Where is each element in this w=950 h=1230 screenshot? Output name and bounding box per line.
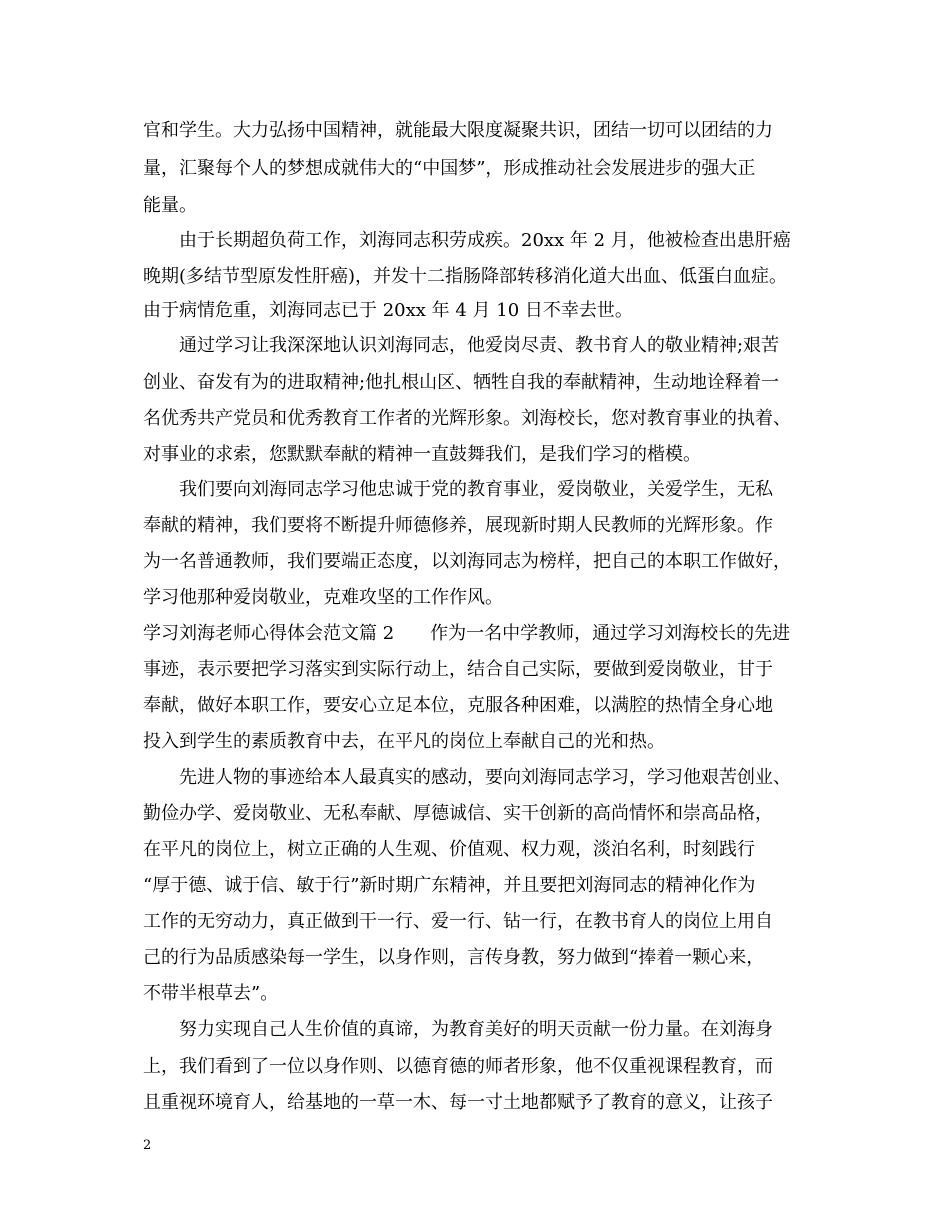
text-line: 不带半根草去”。 bbox=[143, 983, 279, 1004]
text-line: 对事业的求索，您默默奉献的精神一直鼓舞我们，是我们学习的楷模。 bbox=[143, 444, 701, 465]
text-line: 学习他那种爱岗敬业，克难攻坚的工作作风。 bbox=[143, 587, 503, 608]
text-line: 由于长期超负荷工作，刘海同志积劳成疾。20xx 年 2 月，他被检查出患肝癌 bbox=[179, 230, 791, 251]
text-line: 且重视环境育人，给基地的一草一木、每一寸土地都赋予了教育的意义，让孩子 bbox=[143, 1092, 773, 1113]
text-line: 事迹，表示要把学习落实到实际行动上，结合自己实际，要做到爱岗敬业，甘于 bbox=[143, 659, 773, 680]
text-line: 己的行为品质感染每一学生，以身作则，言传身教，努力做到“捧着一颗心来， bbox=[143, 947, 765, 968]
text-line: 通过学习让我深深地认识刘海同志，他爱岗尽责、教书育人的敬业精神;艰苦 bbox=[179, 335, 780, 356]
text-line: “厚于德、诚于信、敏于行”新时期广东精神，并且要把刘海同志的精神化作为 bbox=[143, 875, 756, 896]
section-heading-line: 学习刘海老师心得体会范文篇 2 作为一名中学教师，通过学习刘海校长的先进 bbox=[143, 623, 791, 644]
text-line: 晚期(多结节型原发性肝癌)，并发十二指肠降部转移消化道大出血、低蛋白血症。 bbox=[143, 266, 788, 287]
text-line: 投入到学生的素质教育中去，在平凡的岗位上奉献自己的光和热。 bbox=[143, 731, 665, 752]
text-line: 努力实现自己人生价值的真谛，为教育美好的明天贡献一份力量。在刘海身 bbox=[179, 1019, 773, 1040]
text-line: 工作的无穷动力，真正做到干一行、爱一行、钻一行，在教书育人的岗位上用自 bbox=[143, 911, 773, 932]
text-line: 能量。 bbox=[143, 195, 197, 216]
text-line: 创业、奋发有为的进取精神;他扎根山区、牺牲自我的奉献精神，生动地诠释着一 bbox=[143, 372, 780, 393]
text-line: 由于病情危重，刘海同志已于 20xx 年 4 月 10 日不幸去世。 bbox=[143, 300, 633, 321]
text-line: 量，汇聚每个人的梦想成就伟大的“中国梦”，形成推动社会发展进步的强大正 bbox=[143, 158, 756, 179]
text-line: 我们要向刘海同志学习他忠诚于党的教育事业，爱岗敬业，关爱学生，无私 bbox=[179, 479, 773, 500]
text-line: 勤俭办学、爱岗敬业、无私奉献、厚德诚信、实干创新的高尚情怀和崇高品格， bbox=[143, 803, 773, 824]
text-line: 名优秀共产党员和优秀教育工作者的光辉形象。刘海校长，您对教育事业的执着、 bbox=[143, 408, 791, 429]
text-line: 上，我们看到了一位以身作则、以德育德的师者形象，他不仅重视课程教育，而 bbox=[143, 1056, 773, 1077]
page-number: 2 bbox=[143, 1138, 152, 1153]
text-line: 奉献的精神，我们要将不断提升师德修养，展现新时期人民教师的光辉形象。作 bbox=[143, 515, 773, 536]
text-line: 为一名普通教师，我们要端正态度，以刘海同志为榜样，把自己的本职工作做好， bbox=[143, 551, 791, 572]
text-line: 奉献，做好本职工作，要安心立足本位，克服各种困难，以满腔的热情全身心地 bbox=[143, 695, 773, 716]
text-line: 在平凡的岗位上，树立正确的人生观、价值观、权力观，淡泊名利，时刻践行 bbox=[143, 839, 755, 860]
text-line: 先进人物的事迹给本人最真实的感动，要向刘海同志学习，学习他艰苦创业、 bbox=[179, 767, 791, 788]
text-line: 官和学生。大力弘扬中国精神，就能最大限度凝聚共识，团结一切可以团结的力 bbox=[143, 120, 773, 141]
